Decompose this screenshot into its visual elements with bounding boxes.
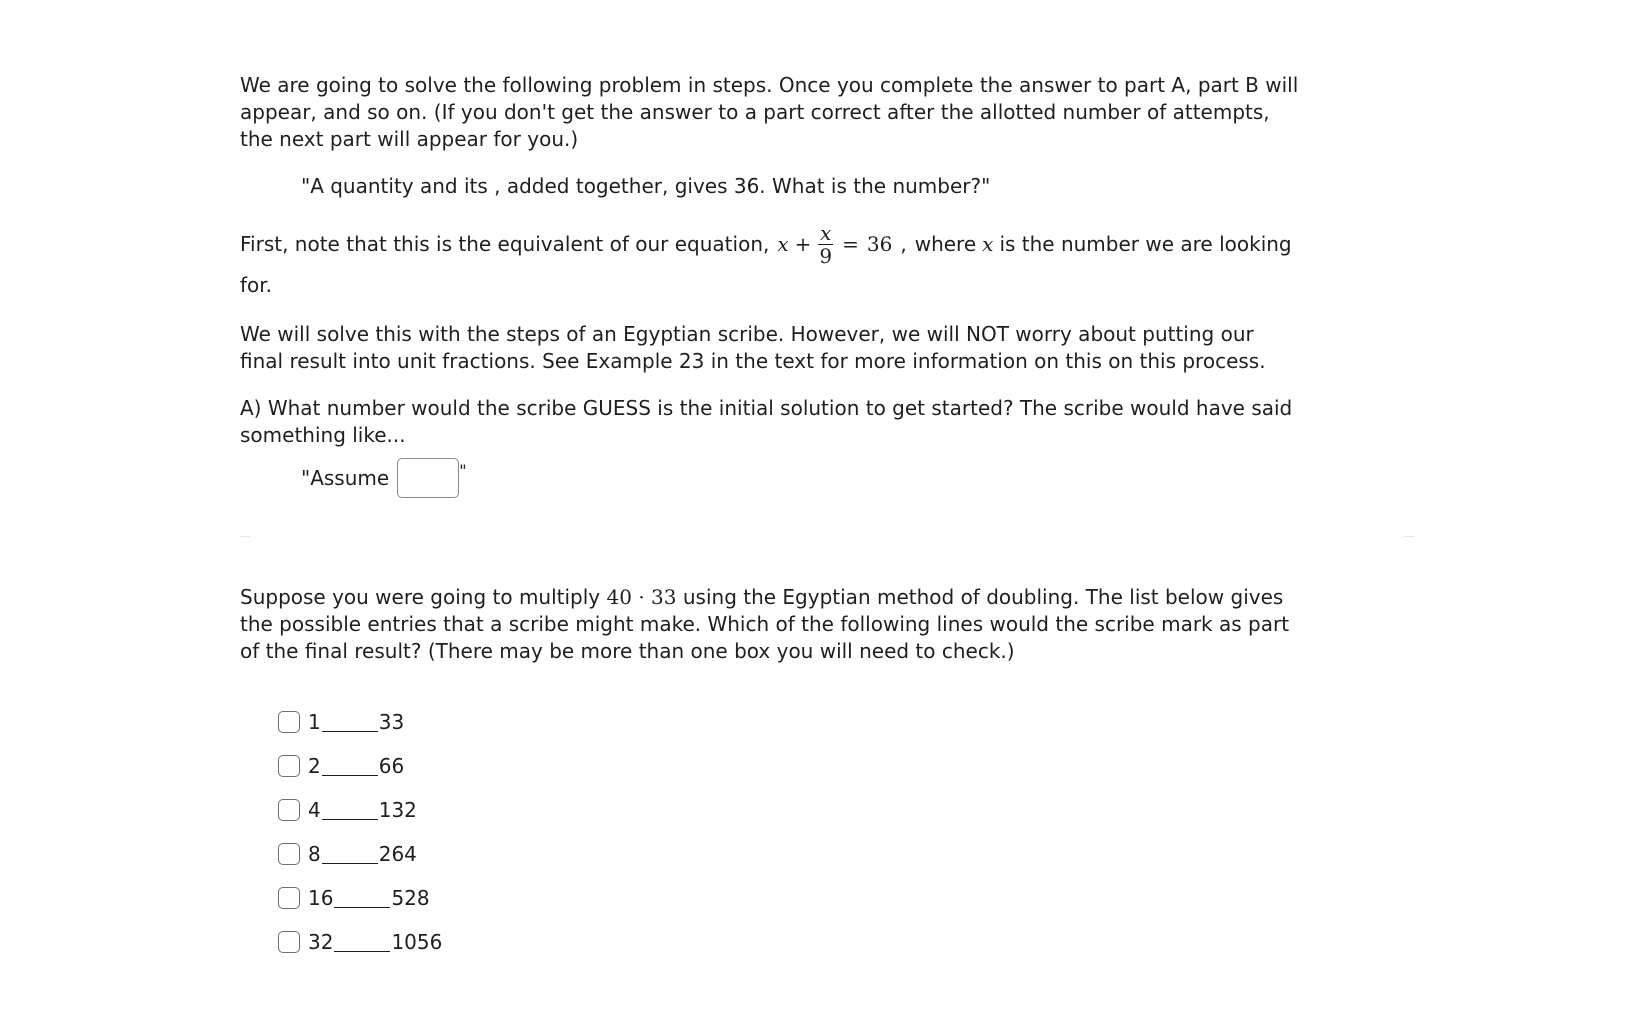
math-var-x: x — [777, 231, 789, 256]
option-right: 528 — [391, 885, 430, 910]
section-divider — [240, 536, 1414, 537]
math-equals: = — [842, 231, 859, 256]
question-lead: Suppose you were going to multiply — [240, 585, 601, 609]
option-checkbox[interactable] — [278, 755, 300, 777]
option-rule — [334, 933, 390, 952]
option-right: 1056 — [391, 929, 443, 954]
multiplication-question — [240, 584, 1300, 665]
option-left: 32 — [308, 929, 334, 954]
math-plus: + — [794, 231, 812, 256]
doubling-options-list — [278, 700, 442, 964]
part-a-question: A) What number would the scribe GUESS is the initial solution to get started? The scribe would have said something like... — [240, 396, 1293, 447]
option-rule — [334, 889, 390, 908]
option-row[interactable] — [278, 832, 442, 876]
option-row[interactable] — [278, 788, 442, 832]
option-right: 264 — [378, 841, 417, 866]
scribe-note: We will solve this with the steps of an Egyptian scribe. However, we will NOT worry about putting our final result into unit fractions. See Example 23 in the text for more information on this on this process. — [240, 322, 1266, 373]
option-checkbox[interactable] — [278, 799, 300, 821]
option-left: 4 — [308, 797, 321, 822]
assume-label: "Assume — [301, 465, 390, 490]
intro-text: We are going to solve the following problem in steps. Once you complete the answer to part A, part B will appear, and so on. (If you don't get the answer to a part correct after the allotted number of attempts, the next part will appear for you.) — [240, 73, 1299, 151]
equation-where: where — [914, 231, 977, 256]
fraction-numerator: x — [820, 220, 832, 245]
problem-quote: "A quantity and its , added together, gives 36. What is the number?" — [301, 174, 991, 198]
option-checkbox[interactable] — [278, 843, 300, 865]
math-factor-a: 40 — [606, 585, 632, 609]
equation-comma: , — [900, 231, 907, 256]
problem-multiplication — [240, 584, 1300, 665]
option-right: 33 — [378, 709, 405, 734]
option-checkbox[interactable] — [278, 711, 300, 733]
equation-lead-text: First, note that this is the equivalent of our equation, — [240, 231, 770, 256]
math-dot: · — [638, 585, 645, 609]
math-fraction — [817, 222, 834, 267]
option-rule — [322, 801, 378, 820]
option-left: 8 — [308, 841, 321, 866]
option-rule — [322, 757, 378, 776]
option-checkbox[interactable] — [278, 931, 300, 953]
assume-close-quote: " — [459, 461, 467, 480]
fraction-denominator: 9 — [819, 243, 833, 268]
option-rule — [322, 713, 378, 732]
math-var-x-2: x — [982, 231, 994, 256]
equation-tail-text: is the number we are looking — [999, 231, 1292, 256]
option-row[interactable] — [278, 700, 442, 744]
option-row[interactable] — [278, 744, 442, 788]
equation-line — [240, 220, 1300, 268]
option-rule — [322, 845, 378, 864]
option-left: 1 — [308, 709, 321, 734]
option-checkbox[interactable] — [278, 887, 300, 909]
option-row[interactable] — [278, 876, 442, 920]
question-tail: using the Egyptian method of doubling. The list below gives the possible entries that a scribe might make. Which of the following lines would the scribe mark as part of the final result? (There may be more than one box you will need to check.) — [240, 585, 1290, 663]
math-factor-b: 33 — [651, 585, 677, 609]
option-left: 16 — [308, 885, 334, 910]
math-rhs: 36 — [866, 231, 893, 256]
assume-answer-input[interactable] — [397, 458, 459, 498]
option-left: 2 — [308, 753, 321, 778]
problem-part-a — [240, 72, 1300, 501]
option-right: 132 — [378, 797, 417, 822]
option-row[interactable] — [278, 920, 442, 964]
equation-wrap-text: for. — [240, 273, 273, 297]
option-right: 66 — [378, 753, 405, 778]
assume-row — [301, 455, 1300, 501]
